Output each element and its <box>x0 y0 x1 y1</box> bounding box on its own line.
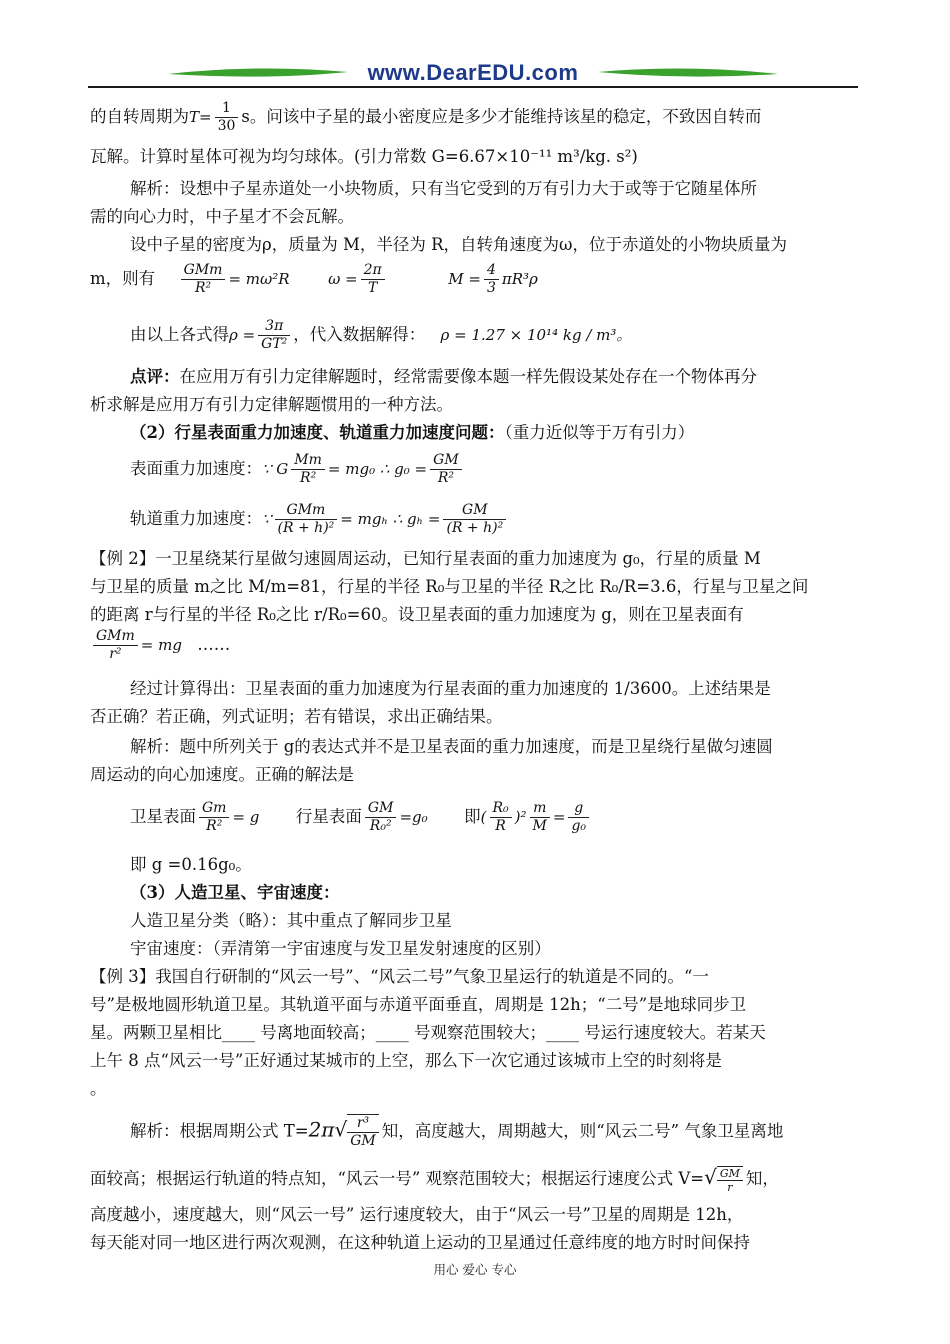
text-line: 上午 8 点“风云一号”正好通过某城市的上空，那么下一次它通过该城市上空的时刻将是 <box>90 1051 722 1070</box>
text-line: 解析：题中所列关于 g的表达式并不是卫星表面的重力加速度，而是卫星绕行星做匀速圆 <box>130 737 773 756</box>
text-line: 需的向心力时，中子星才不会瓦解。 <box>90 207 354 226</box>
text-line: 否正确？若正确，列式证明；若有错误，求出正确结果。 <box>90 707 503 726</box>
text-line: 经过计算得出：卫星表面的重力加速度为行星表面的重力加速度的 1/3600。上述结果是 <box>130 679 771 698</box>
equation-line: 表面重力加速度：∵ G $\frac{Mm}{\text{R²}}$ = mg₀ ∴ g₀ = $\frac{GM}{\text{R²}}$ <box>90 452 465 487</box>
text-line: 即 g =0.16g₀。 <box>130 855 252 874</box>
text-line: 点评：在应用万有引力定律解题时，经常需要像本题一样先假设某处存在一个物体再分 <box>130 367 757 386</box>
page-header <box>88 60 858 90</box>
page-footer: 用心 爱心 专心 <box>433 1262 517 1277</box>
text-line: 的自转周期为T= $\frac{1}{30}$ s。问该中子星的最小密度应是多少才能维持该星的稳定，不致因自转而 <box>90 100 762 134</box>
equation-line: 卫星表面 $\frac{Gm}{\text{R²}}$ = g 行星表面 $\frac{GM}{\text{R₀²}}$ =g₀ 即( $\frac{\text{R₀}}{R}$ )² $\frac{m}{M}$ = $\frac{g}{\text{g₀}}$ <box>90 800 592 835</box>
fraction: $\frac{1}{30}$ <box>215 100 239 135</box>
equation-line: 面较高；根据运行轨道的特点知，“风云一号” 观察范围较大；根据运行速度公式 V=√ $\frac{GM}{r}$ 知， <box>90 1165 779 1194</box>
section-heading: （2）行星表面重力加速度、轨道重力加速度问题：（重力近似等于万有引力） <box>130 423 695 442</box>
equation-line: $\frac{\text{GMm}}{\text{r²}}$ = mg …… <box>90 628 230 663</box>
text-line: 周运动的向心加速度。正确的解法是 <box>90 765 354 784</box>
text-line: 解析：设想中子星赤道处一小块物质，只有当它受到的万有引力大于或等于它随星体所 <box>130 179 757 198</box>
site-url[interactable]: www.DearEDU.com <box>367 60 579 85</box>
text-line: 号”是极地圆形轨道卫星。其轨道平面与赤道平面垂直，周期是 12h；“二号”是地球同步卫 <box>90 995 747 1014</box>
text-line: 设中子星的密度为ρ，质量为 M，半径为 R，自转角速度为ω，位于赤道处的小物块质量为 <box>130 235 787 254</box>
text-line: 每天能对同一地区进行两次观测，在这种轨道上运动的卫星通过任意纬度的地方时时间保持 <box>90 1233 750 1252</box>
text-line: 瓦解。计算时星体可视为均匀球体。(引力常数 G=6.67×10⁻¹¹ m³/kg. s²) <box>90 147 638 166</box>
text-line: 【例 3】我国自行研制的“风云一号”、“风云二号”气象卫星运行的轨道是不同的。“一 <box>90 967 709 986</box>
equation-line: 轨道重力加速度：∵ $\frac{\text{GMm}}{\text{(R + h)²}}$ = mgₕ ∴ gₕ = $\frac{GM}{\text{(R + h)²}}$ <box>90 502 509 537</box>
text-line: 【例 2】一卫星绕某行星做匀速圆周运动，已知行星表面的重力加速度为 g₀，行星的质量 M <box>90 549 761 568</box>
text-line: 高度越小，速度越大，则“风云一号” 运行速度较大，由于“风云一号”卫星的周期是 12h， <box>90 1205 744 1224</box>
text-line: 。 <box>90 1079 107 1098</box>
text-line: 的距离 r与行星的半径 R₀之比 r/R₀=60。设卫星表面的重力加速度为 g，则在卫星表面有 <box>90 605 744 624</box>
text-line: 宇宙速度：（弄清第一宇宙速度与发卫星发射速度的区别） <box>130 939 551 958</box>
text-line: 与卫星的质量 m之比 M/m=81，行星的半径 R₀与卫星的半径 R之比 R₀/R=3.6，行星与卫星之间 <box>90 577 809 596</box>
header-rule <box>88 86 858 88</box>
text-line: 人造卫星分类（略）：其中重点了解同步卫星 <box>130 911 452 930</box>
equation-line: m，则有 $\frac{\text{GMm}}{\text{R²}}$ = mω²R ω = $\frac{2\pi}{T}$ M = $\frac{4}{3}$ πR³ρ <box>90 262 538 296</box>
text-line: 析求解是应用万有引力定律解题惯用的一种方法。 <box>90 395 453 414</box>
section-heading: （3）人造卫星、宇宙速度： <box>130 883 340 902</box>
equation-line: 解析：根据周期公式 T=2π√ $\frac{\text{r³}}{GM}$ 知，高度越大，周期越大，则“风云二号” 气象卫星离地 <box>130 1115 784 1149</box>
equation-line: 由以上各式得ρ = $\frac{3\pi}{\text{GT²}}$ ，代入数据解得： ρ = 1.27 × 10¹⁴ kg / m³。 <box>130 318 632 352</box>
text-line: 星。两颗卫星相比____ 号离地面较高；____ 号观察范围较大；____ 号运行速度较大。若某天 <box>90 1023 766 1042</box>
